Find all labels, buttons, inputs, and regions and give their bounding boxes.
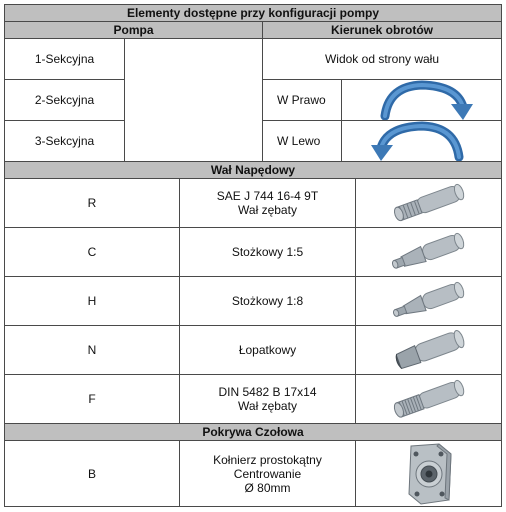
shaft-image-cell: [355, 325, 502, 375]
tang-shaft-icon: [389, 328, 469, 372]
tapered-shaft-icon: [389, 279, 469, 323]
cover-image-cell: [355, 440, 502, 507]
cover-description: Kołnierz prostokątny Centrowanie Ø 80mm: [179, 440, 356, 507]
view-label: Widok od strony wału: [262, 38, 502, 80]
shaft-header: Wał Napędowy: [4, 161, 502, 179]
shaft-image-cell: [355, 178, 502, 228]
shaft-image-cell: [355, 276, 502, 326]
shaft-description: Stożkowy 1:5: [179, 227, 356, 277]
shaft-code: H: [4, 276, 180, 326]
pump-image-area: [124, 38, 263, 162]
section-3: 3-Sekcyjna: [4, 120, 125, 162]
shaft-code: R: [4, 178, 180, 228]
shaft-image-cell: [355, 227, 502, 277]
shaft-image-cell: [355, 374, 502, 424]
shaft-description: Stożkowy 1:8: [179, 276, 356, 326]
counterclockwise-arrow-icon: [367, 121, 477, 161]
tapered-shaft-icon: [389, 230, 469, 274]
flange-cover-icon: [399, 442, 459, 506]
clockwise-arrow-icon: [367, 80, 477, 120]
section-1: 1-Sekcyjna: [4, 38, 125, 80]
rotation-right-cell: [341, 79, 502, 121]
shaft-description: DIN 5482 B 17x14 Wał zębaty: [179, 374, 356, 424]
pump-configuration-table: [4, 4, 502, 507]
shaft-description: SAE J 744 16-4 9T Wał zębaty: [179, 178, 356, 228]
rotation-right-label: W Prawo: [262, 79, 342, 121]
splined-shaft-icon: [389, 181, 469, 225]
shaft-description: Łopatkowy: [179, 325, 356, 375]
splined-shaft-icon: [389, 377, 469, 421]
rotation-left-cell: [341, 120, 502, 162]
rotation-left-label: W Lewo: [262, 120, 342, 162]
rotation-header: Kierunek obrotów: [262, 21, 502, 39]
shaft-code: C: [4, 227, 180, 277]
section-2: 2-Sekcyjna: [4, 79, 125, 121]
shaft-code: F: [4, 374, 180, 424]
cover-code: B: [4, 440, 180, 507]
cover-header: Pokrywa Czołowa: [4, 423, 502, 441]
table-title: Elementy dostępne przy konfiguracji pompy: [4, 4, 502, 22]
shaft-code: N: [4, 325, 180, 375]
pump-header: Pompa: [4, 21, 263, 39]
